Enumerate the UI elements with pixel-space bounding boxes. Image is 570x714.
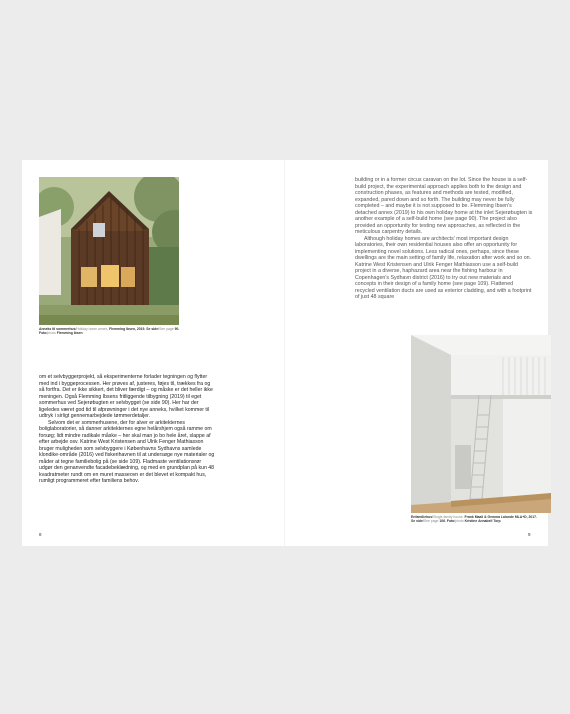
caption-photographer-right: Kristine Annabell Torp	[464, 519, 501, 524]
barn-photo	[39, 177, 179, 325]
left-folio: 8	[39, 532, 42, 537]
book-spread	[22, 160, 548, 546]
caption-photo-en-right: photo	[455, 519, 464, 524]
stair-interior-photo	[411, 335, 551, 513]
barn-caption: Anneks til sommerhus/Holiday home annex, Flemming Ibsen, 2019. Se side/See page 90. Foto/photo Flemming Ibsen	[39, 327, 180, 336]
caption-foto-label-right: Foto	[446, 519, 455, 524]
caption-credit-en: See page	[159, 327, 174, 331]
caption-title-dk-right: Enfamiliehus	[411, 515, 433, 519]
caption-title-dk: Anneks til sommerhus	[39, 327, 76, 331]
caption-credit-right: Frank Maali & Gemma Lalonde MLA+D, 2017.	[464, 515, 537, 519]
right-folio: 9	[528, 532, 531, 537]
danish-paragraph-2: Selvom det er sommerhusene, der for alver er arkitekternes boliglaboratorier, så danner arkitekternes egne helårshjem også ramme om forsøg; lidt mindre radikale måske – her skal man jo bo hele året, slappe af efter arbejde osv. Katrine West Kristensen and Ulrik Fenger Mathiasson bruger muligheden som selvbyggere i Københavns Sydhavns samlede klondike-område (2016) ved fiskerihavnen til at undersøge nye materialer og måder at tegne familiebolig på (se side 109). Fladmaste ventilationsrør udgør den genanvendte facadebeklædning, og med en grundplan på kun 48 kvadratmeter rundt om en muret masseovn er det blevet et kompakt hus, rumligt programmeret efter familiens behov.	[39, 419, 215, 484]
caption-title-en-right: Single-family house,	[433, 515, 464, 519]
caption-page-ref: 90.	[174, 327, 180, 331]
caption-foto-label: Foto	[39, 331, 47, 336]
stair-photo-illustration	[411, 335, 551, 513]
stair-caption: Enfamiliehus/Single-family house, Frank Maali & Gemma Lalonde MLA+D, 2017. Se side/See page 106. Foto/photo Kristine Annabell Torp	[411, 515, 537, 524]
left-page	[22, 160, 285, 546]
caption-credit2-right: Se side	[411, 519, 423, 524]
caption-page-ref-right: 106.	[439, 519, 446, 524]
english-paragraph-2: Although holiday homes are architects' most important design laboratories, their own residential houses also offer an opportunity for implementing novel solutions. Less radical ones, perhaps, since these dwellings are the main setting of family life, relaxation after work and so on. Katrine West Kristensen and Ulrik Fenger Mathiasson use a self-build project in a diverse, haphazard area near the fishing harbour in Copenhagen's Sydhavn district (2016) to try out new materials and concepts in their design of a family home (see page 109). Flattened recycled ventilation ducts are used as exterior cladding, and with a footprint of just 48 square	[355, 235, 532, 300]
caption-title-en: Holiday home annex	[76, 327, 108, 331]
english-body-text	[355, 177, 533, 301]
caption-photographer: Flemming Ibsen	[56, 331, 83, 336]
caption-credit: Flemming Ibsen, 2019. Se side	[109, 327, 159, 331]
danish-body-text	[39, 374, 215, 485]
english-paragraph-1: building or in a former circus caravan on the lot. Since the house is a self-build project, the experimental approach applies both to the design and construction phases, as features and methods are tested, modified, expanded, pared down and so forth. The building may never be fully completed – and maybe it is not supposed to be. Flemming Ibsen's detached annex (2019) to his own holiday home at the inlet Sejerøbugten is another example of a self-build home (see page 90). The project also provided an opportunity for testing new approaches, as reflected in the meticulous carpentry details.	[355, 177, 533, 235]
caption-photo-en: photo	[47, 331, 56, 336]
barn-photo-illustration	[39, 177, 179, 325]
right-page	[285, 160, 548, 546]
danish-paragraph-1: om et selvbyggerprojekt, så eksperimenterne forlader tegningen og flytter med ind i byggeprocessen. Her prøves af, justeres, føjes til, trækkes fra og så fortfra. Det er ikke sikkert, det bliver færdigt – og måske er det heller ikke meningen. Også Flemming Ibsens fritliggende tilbygning (2019) til eget sommerhus ved Sejerøbugten er selvbygget (se side 90). Her har der ligeledes været god tid til afprøvninger i det nye anneks, hvilket kommer til udtryk i sirligt gennemarbejdede tømmerdetaljer.	[39, 374, 213, 419]
caption-credit2-en-right: See page	[423, 519, 439, 524]
